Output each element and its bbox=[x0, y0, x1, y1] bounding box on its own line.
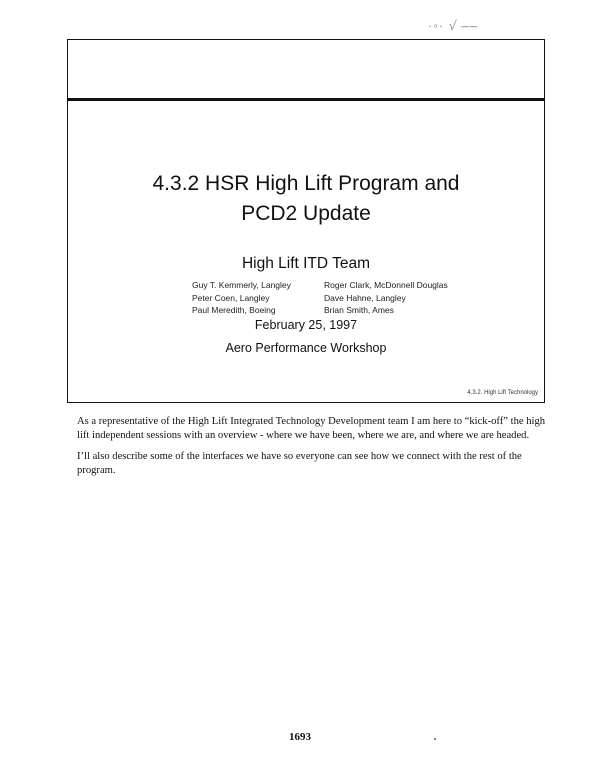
notes-paragraph-1: As a representative of the High Lift Integrated Technology Development team I am here to “kick-off” the high lift independent sessions with an overview - where we have been, where we are, and where we are headed. bbox=[77, 416, 546, 441]
slide-title-line-2: PCD2 Update bbox=[241, 202, 371, 225]
member-row bbox=[192, 279, 492, 292]
team-name: High Lift ITD Team bbox=[241, 255, 371, 272]
member-name: Brian Smith, Ames bbox=[324, 305, 394, 315]
member-name: Roger Clark, McDonnell Douglas bbox=[324, 280, 448, 290]
slide-header-rule bbox=[67, 98, 544, 101]
stray-dot bbox=[434, 738, 436, 740]
handwritten-mark: ·◦· √ –– bbox=[426, 18, 480, 33]
member-row bbox=[192, 292, 492, 305]
speaker-notes bbox=[77, 415, 547, 485]
slide-title-line-1: 4.3.2 HSR High Lift Program and bbox=[152, 172, 460, 195]
member-name: Dave Hahne, Langley bbox=[324, 292, 406, 303]
slide-title bbox=[68, 169, 544, 229]
member-name: Peter Coen, Langley bbox=[192, 292, 270, 303]
slide-event: Aero Performance Workshop bbox=[225, 341, 387, 355]
member-name: Guy T. Kemmerly, Langley bbox=[192, 280, 291, 290]
notes-paragraph-2: I’ll also describe some of the interfaces we have so everyone can see how we connect with the rest of the program. bbox=[77, 451, 522, 476]
slide-frame bbox=[67, 39, 545, 403]
member-name: Paul Meredith, Boeing bbox=[192, 305, 276, 315]
slide-footer: 4.3.2. High Lift Technology bbox=[467, 390, 538, 396]
member-row bbox=[192, 304, 492, 317]
slide-date: February 25, 1997 bbox=[254, 318, 358, 332]
page-number: 1693 bbox=[289, 731, 311, 743]
team-members bbox=[192, 279, 492, 317]
